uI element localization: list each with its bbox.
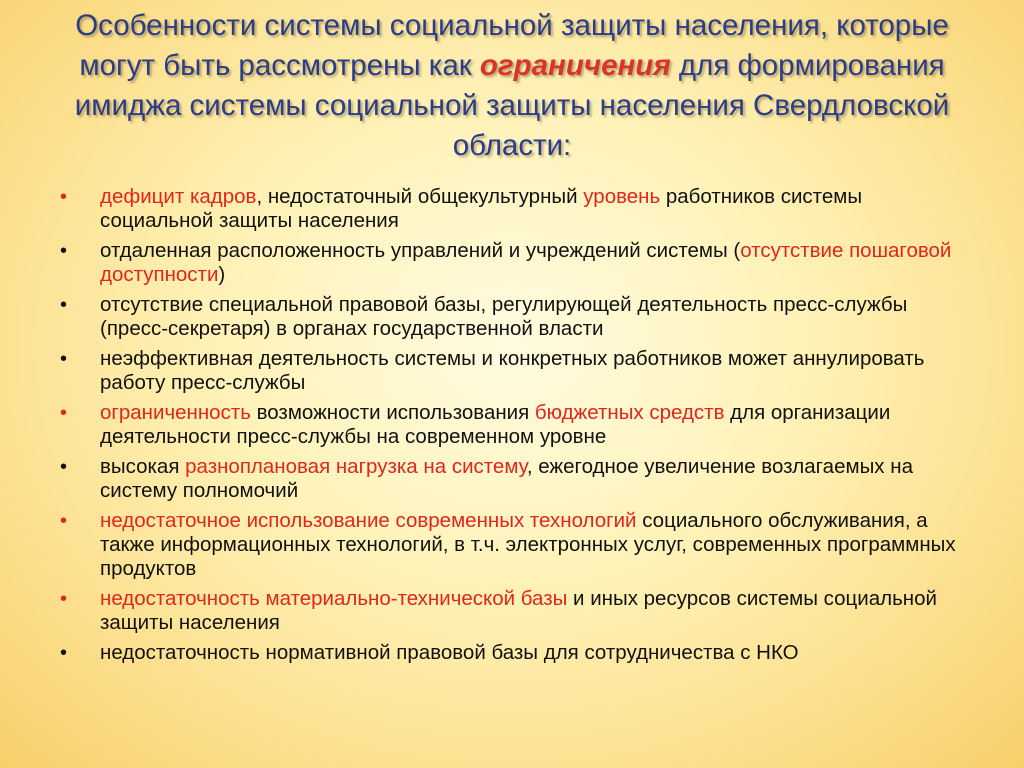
highlighted-text: отсутствие пошаговой доступности — [100, 239, 952, 286]
bullet-item — [60, 455, 980, 503]
bullet-text: социального обслуживания, а также информационных технологий, в т.ч. электронных услуг, современных программных продуктов — [100, 509, 956, 580]
bullet-text: неэффективная деятельность системы и конкретных работников может аннулировать работу пресс-службы — [100, 347, 925, 394]
highlighted-text: ограниченность — [100, 401, 251, 424]
bullet-dot-icon: • — [60, 348, 68, 370]
bullet-dot-icon: • — [60, 402, 68, 424]
bullet-text: высокая — [100, 455, 186, 478]
bullet-item — [60, 401, 980, 449]
bullet-item — [60, 509, 980, 581]
bullet-dot-icon: • — [60, 240, 68, 262]
bullet-dot-icon: • — [60, 588, 68, 610]
bullet-text: возможности использования — [250, 401, 535, 424]
bullet-text: работников системы социальной защиты населения — [100, 185, 863, 232]
bullet-text: отдаленная расположенность управлений и учреждений системы ( — [100, 239, 741, 262]
highlighted-text: разноплановая нагрузка на систему — [185, 455, 527, 478]
bullet-text: недостаточность нормативной правовой базы для сотрудничества с НКО — [100, 641, 799, 664]
highlighted-text: уровень — [583, 185, 661, 208]
bullet-item — [60, 185, 980, 233]
highlighted-text: недостаточность материально-технической базы — [100, 587, 568, 610]
bullet-text: , недостаточный общекультурный — [256, 185, 584, 208]
bullet-text: для организации деятельности пресс-службы на современном уровне — [100, 401, 891, 448]
title-part-2: для формирования имиджа системы социальной защиты населения Свердловской области: — [74, 49, 950, 162]
highlighted-text: недостаточное использование современных технологий — [100, 509, 637, 532]
bullet-dot-icon: • — [60, 186, 68, 208]
bullet-dot-icon: • — [60, 294, 68, 316]
highlighted-text: дефицит кадров — [100, 185, 257, 208]
bullet-item — [60, 587, 980, 635]
bullet-list — [60, 185, 980, 671]
title-part-1: Особенности системы социальной защиты населения, которые могут быть рассмотрены как — [75, 9, 949, 82]
bullet-item — [60, 347, 980, 395]
highlighted-text: бюджетных средств — [534, 401, 725, 424]
slide-title — [40, 6, 984, 166]
bullet-text: ) — [218, 263, 226, 286]
bullet-item — [60, 641, 980, 665]
bullet-dot-icon: • — [60, 642, 68, 664]
bullet-item — [60, 239, 980, 287]
bullet-text: отсутствие специальной правовой базы, регулирующей деятельность пресс-службы (пресс-секретаря) в органах государственной власти — [100, 293, 908, 340]
title-accent: ограничения — [479, 49, 671, 82]
bullet-text: и иных ресурсов системы социальной защиты населения — [100, 587, 937, 634]
bullet-text: , ежегодное увеличение возлагаемых на систему полномочий — [100, 455, 913, 502]
bullet-item — [60, 293, 980, 341]
bullet-dot-icon: • — [60, 456, 68, 478]
bullet-dot-icon: • — [60, 510, 68, 532]
